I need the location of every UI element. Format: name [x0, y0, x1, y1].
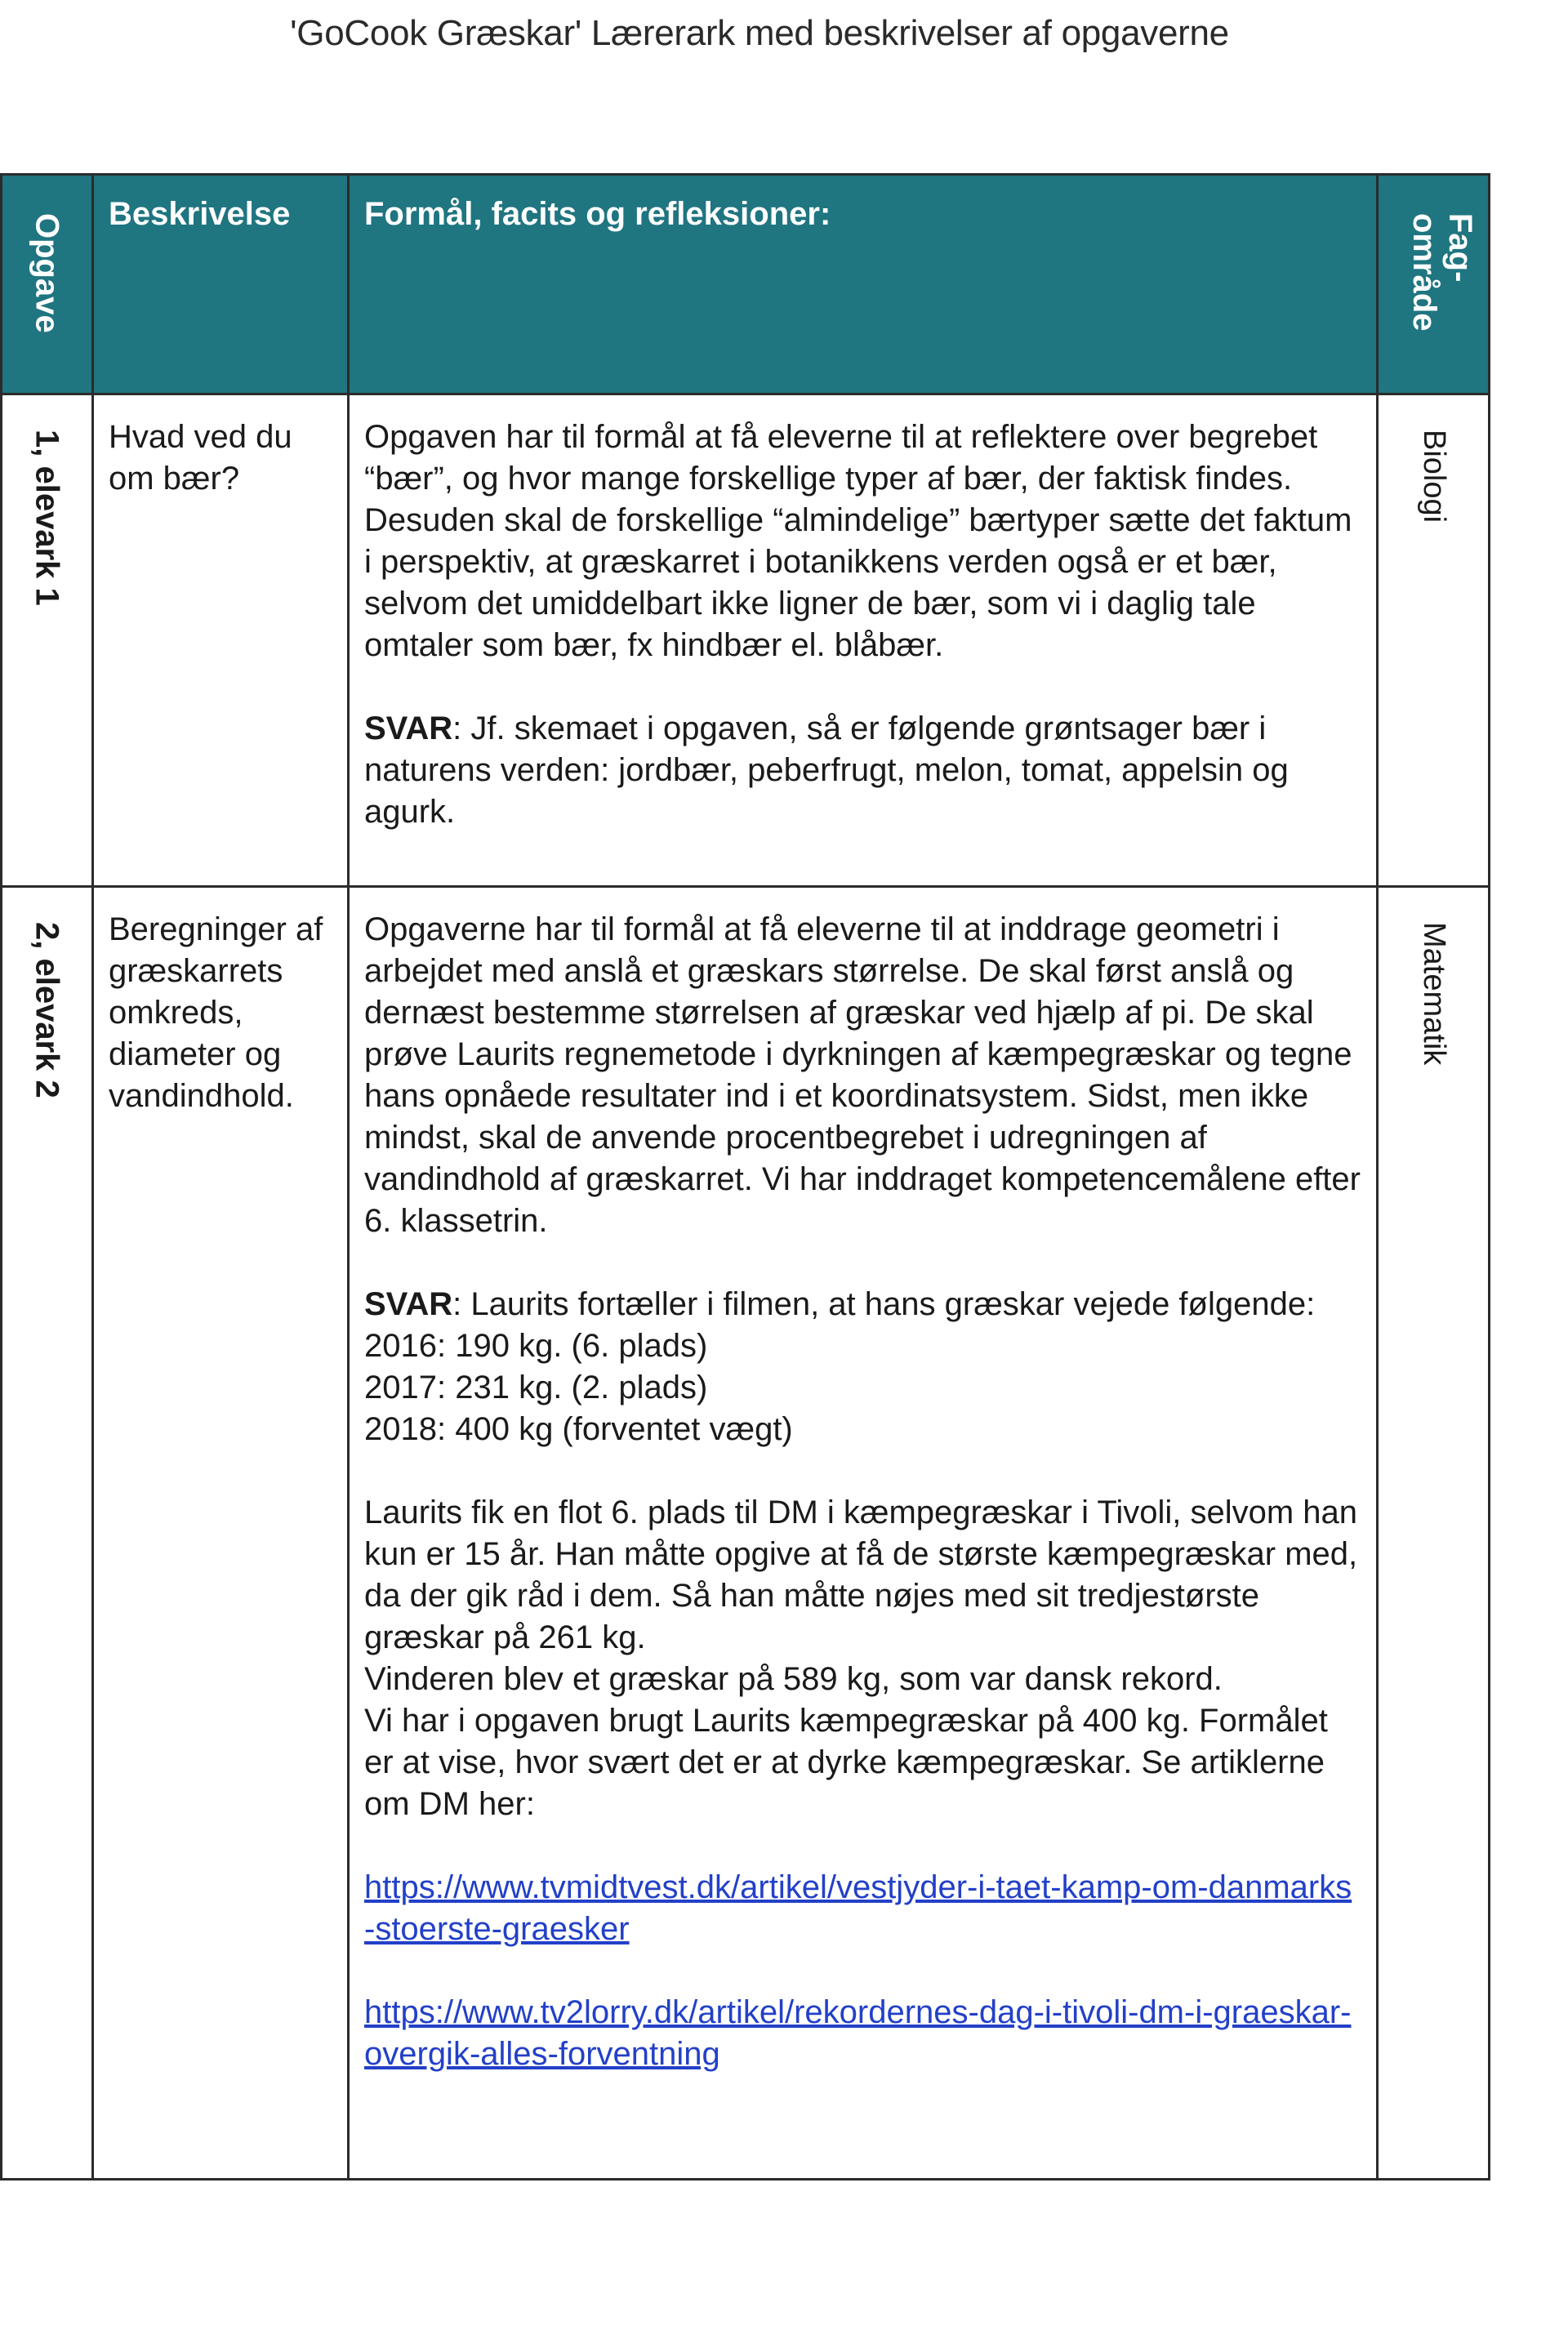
beskrivelse-text: Beregninger af græskarrets omkreds, diameter og vandindhold.: [109, 911, 323, 1114]
svar-text: : Laurits fortæller i filmen, at hans græskar vejede følgende:: [452, 1286, 1316, 1322]
formaal-paragraph: Desuden skal de forskellige “almindelige” bærtyper sætte det faktum i perspektiv, at græskarret i botanikkens verden også er et bær, selvom det umiddelbart ikke ligner de bær, som vi i daglig tale omtaler som bær, fx hindbær el. blåbær.: [364, 502, 1352, 663]
fagomraade-label: Matematik: [1416, 922, 1451, 1066]
header-cell-fagomraade: [1378, 175, 1490, 394]
cell-beskrivelse: [93, 887, 349, 2180]
header-cell-opgave: [2, 175, 93, 394]
table-header-row: [2, 175, 1490, 394]
svar-label: SVAR: [364, 710, 453, 746]
formaal-paragraph: Opgaverne har til formål at få eleverne til at inddrage geometri i arbejdet med anslå et græskars størrelse. De skal først anslå og dernæst bestemme størrelsen af græskar ved hjælp af pi. De skal prøve Laurits regnemetode i dyrkningen af kæmpegræskar og tegne hans opnåede resultater ind i et koordinatsystem. Sidst, men ikke mindst, skal de anvende procentbegrebet i udregningen af vandindhold af græskarret. Vi har inddraget kompetencemålene efter 6. klassetrin.: [364, 911, 1361, 1239]
weight-line: 2016: 190 kg. (6. plads): [364, 1328, 708, 1364]
opgave-label: 2, elevark 2: [29, 922, 65, 1098]
cell-formaal: [349, 887, 1378, 2180]
formaal-paragraph: Vi har i opgaven brugt Laurits kæmpegræskar på 400 kg. Formålet er at vise, hvor svært det er at dyrke kæmpegræskar. Se artiklerne om DM her:: [364, 1703, 1328, 1822]
article-link-tv2lorry[interactable]: https://www.tv2lorry.dk/artikel/rekordernes-dag-i-tivoli-dm-i-graeskar-overgik-alles-forventning: [364, 1994, 1352, 2072]
cell-fagomraade: [1378, 887, 1490, 2180]
header-formaal: Formål, facits og refleksioner:: [364, 196, 831, 232]
table-row: [2, 394, 1490, 887]
document-title: 'GoCook Græskar' Lærerark med beskrivelser af opgaverne: [290, 13, 1229, 53]
weight-line: 2017: 231 kg. (2. plads): [364, 1370, 708, 1405]
assignment-table: [0, 173, 1490, 2180]
formaal-paragraph: Laurits fik en flot 6. plads til DM i kæmpegræskar i Tivoli, selvom han kun er 15 år. Han måtte opgive at få de største kæmpegræskar med, da der gik råd i dem. Så han måtte nøjes med sit tredjestørste græskar på 261 kg.: [364, 1494, 1358, 1655]
svar-label: SVAR: [364, 1286, 453, 1322]
header-cell-beskrivelse: [93, 175, 349, 394]
opgave-label: 1, elevark 1: [29, 430, 65, 606]
svar-text: : Jf. skemaet i opgaven, så er følgende grøntsager bær i naturens verden: jordbær, peberfrugt, melon, tomat, appelsin og agurk.: [364, 710, 1289, 830]
cell-opgave: [2, 887, 93, 2180]
article-link-tvmidtvest[interactable]: https://www.tvmidtvest.dk/artikel/vestjyder-i-taet-kamp-om-danmarks-stoerste-graesker: [364, 1869, 1352, 1947]
header-opgave: Opgave: [29, 213, 65, 333]
cell-beskrivelse: [93, 394, 349, 887]
header-beskrivelse: Beskrivelse: [109, 196, 291, 232]
table-row: [2, 887, 1490, 2180]
svar-paragraph: [364, 708, 1361, 833]
beskrivelse-text: Hvad ved du om bær?: [109, 419, 292, 497]
cell-fagomraade: [1378, 394, 1490, 887]
cell-opgave: [2, 394, 93, 887]
formaal-paragraph: Opgaven har til formål at få eleverne til at reflektere over begrebet “bær”, og hvor mange forskellige typer af bær, der faktisk findes.: [364, 419, 1318, 497]
cell-formaal: [349, 394, 1378, 887]
formaal-paragraph: Vinderen blev et græskar på 589 kg, som var dansk rekord.: [364, 1661, 1223, 1697]
header-cell-formaal: [349, 175, 1378, 394]
header-fagomraade: Fag-område: [1406, 213, 1478, 332]
svar-paragraph: [364, 1284, 1361, 1325]
weight-line: 2018: 400 kg (forventet vægt): [364, 1411, 793, 1447]
fagomraade-label: Biologi: [1416, 430, 1451, 523]
